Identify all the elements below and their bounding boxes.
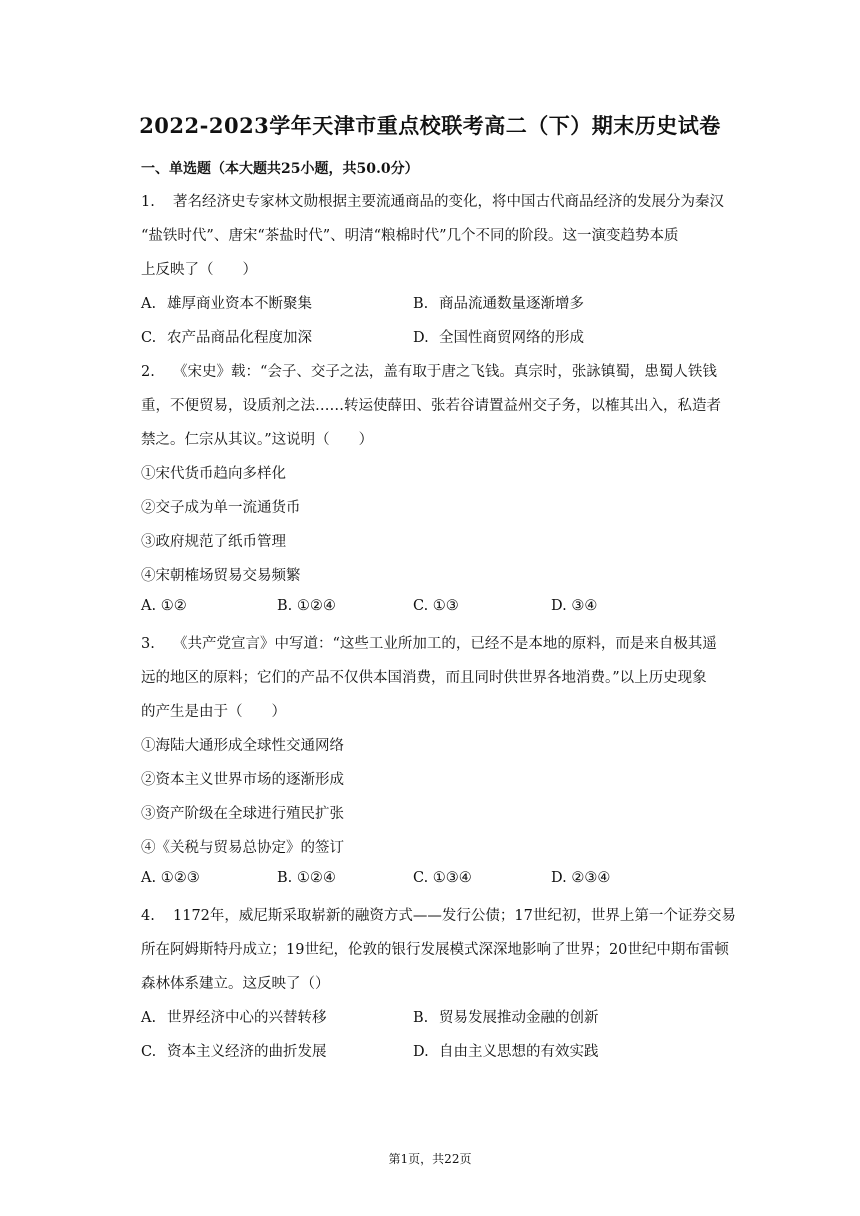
question-4-line-3: 森林体系建立。这反映了（） [141,976,330,992]
question-2-item-2: ②交子成为单一流通货币 [141,500,301,516]
page-footer: 第1页，共22页 [388,1152,472,1166]
question-number: 3. [141,636,155,652]
section-heading: 一、单选题（本大题共25小题，共50.0分） [141,161,419,177]
question-text: 著名经济史专家林文勋根据主要流通商品的变化，将中国古代商品经济的发展分为秦汉 [173,194,724,210]
question-4-line-1 [141,904,736,925]
question-3-item-4: ④《关税与贸易总协定》的签订 [141,840,344,856]
question-3-line-3: 的产生是由于（ ） [141,704,286,720]
option-b[interactable]: B. ①②④ [277,870,336,886]
option-b[interactable]: B. 贸易发展推动金融的创新 [413,1010,599,1026]
question-2-item-3: ③政府规范了纸币管理 [141,534,286,550]
question-number: 4. [141,908,155,924]
option-b[interactable]: B. ①②④ [277,598,336,614]
question-2-line-3: 禁之。仁宗从其议。”这说明（ ） [141,432,374,448]
question-3-item-1: ①海陆大通形成全球性交通网络 [141,738,344,754]
question-text: 《宋史》载：“会子、交子之法，盖有取于唐之飞钱。真宗时，张詠镇蜀，患蜀人铁钱 [173,364,717,380]
question-3-item-2: ②资本主义世界市场的逐渐形成 [141,772,344,788]
question-3-line-2: 远的地区的原料；它们的产品不仅供本国消费，而且同时供世界各地消费。”以上历史现象 [141,670,707,686]
option-d[interactable]: D. ②③④ [551,870,611,886]
question-2-line-1 [141,360,717,381]
question-text: 《共产党宣言》中写道：“这些工业所加工的，已经不是本地的原料，而是来自极其遥 [173,636,717,652]
option-d[interactable]: D. 全国性商贸网络的形成 [413,330,584,346]
question-number: 1. [141,194,155,210]
question-text: 1172年，威尼斯采取崭新的融资方式——发行公债；17世纪初，世界上第一个证券交易 [173,908,736,924]
option-a[interactable]: A. 世界经济中心的兴替转移 [141,1010,327,1026]
option-b[interactable]: B. 商品流通数量逐渐增多 [413,296,584,312]
question-2-item-1: ①宋代货币趋向多样化 [141,466,286,482]
option-d[interactable]: D. ③④ [551,598,598,614]
question-1-line-3: 上反映了（ ） [141,262,257,278]
option-c[interactable]: C. ①③④ [413,870,472,886]
option-c[interactable]: C. ①③ [413,598,459,614]
question-3-item-3: ③资产阶级在全球进行殖民扩张 [141,806,344,822]
option-c[interactable]: C. 资本主义经济的曲折发展 [141,1044,327,1060]
question-number: 2. [141,364,155,380]
option-c[interactable]: C. 农产品商品化程度加深 [141,330,312,346]
question-2-line-2: 重，不便贸易，设质剂之法……转运使薛田、张若谷请置益州交子务，以榷其出入，私造者 [141,398,721,414]
question-1-line-1 [141,190,724,211]
question-1-line-2: “盐铁时代”、唐宋“茶盐时代”、明清“粮棉时代”几个不同的阶段。这一演变趋势本质 [141,228,679,244]
option-a[interactable]: A. ①②③ [141,870,200,886]
option-a[interactable]: A. 雄厚商业资本不断聚集 [141,296,312,312]
question-3-line-1 [141,632,717,653]
question-2-item-4: ④宋朝榷场贸易交易频繁 [141,568,301,584]
page-title: 2022-2023学年天津市重点校联考高二（下）期末历史试卷 [139,113,721,138]
option-d[interactable]: D. 自由主义思想的有效实践 [413,1044,599,1060]
option-a[interactable]: A. ①② [141,598,187,614]
question-4-line-2: 所在阿姆斯特丹成立；19世纪，伦敦的银行发展模式深深地影响了世界；20世纪中期布雷顿 [141,942,729,958]
